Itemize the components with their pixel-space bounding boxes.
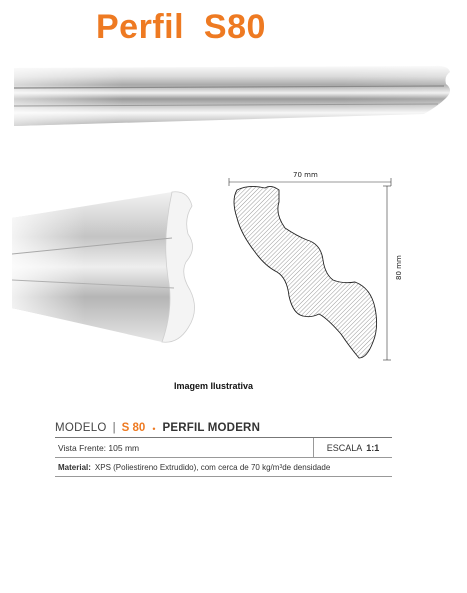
front-view-value: 105 mm bbox=[108, 442, 140, 453]
front-view-row bbox=[55, 438, 392, 458]
profile-section-shape bbox=[234, 186, 377, 358]
model-separator: | bbox=[112, 422, 116, 434]
scale-value: 1:1 bbox=[366, 442, 380, 453]
model-code: S 80 bbox=[121, 422, 146, 434]
material-suffix: de densidade bbox=[282, 462, 331, 472]
front-view-text bbox=[55, 443, 139, 453]
material-text: XPS (Poliestireno Extrudido), com cerca de 70 kg/m bbox=[94, 462, 280, 472]
scale-cell bbox=[313, 438, 392, 457]
height-dimension bbox=[383, 186, 403, 360]
model-row bbox=[55, 420, 392, 438]
scale-label: ESCALA bbox=[326, 442, 363, 453]
width-dimension bbox=[229, 171, 391, 186]
spec-table bbox=[55, 420, 392, 477]
moulding-front-photo bbox=[14, 62, 456, 132]
material-row bbox=[55, 458, 392, 477]
material-label: Material: bbox=[58, 462, 91, 472]
height-label: 80 mm bbox=[395, 255, 403, 280]
width-label: 70 mm bbox=[293, 171, 318, 179]
cross-section-diagram bbox=[215, 168, 415, 368]
moulding-perspective-photo bbox=[12, 188, 207, 350]
product-title: Perfil S80 bbox=[96, 8, 266, 46]
bullet-dot: • bbox=[152, 424, 156, 434]
model-name: PERFIL MODERN bbox=[162, 422, 261, 434]
front-view-label: Vista Frente: bbox=[58, 442, 107, 453]
material-superscript: 3 bbox=[279, 464, 283, 470]
model-label: MODELO bbox=[55, 422, 107, 434]
illustrative-caption: Imagem Ilustrativa bbox=[173, 381, 254, 391]
